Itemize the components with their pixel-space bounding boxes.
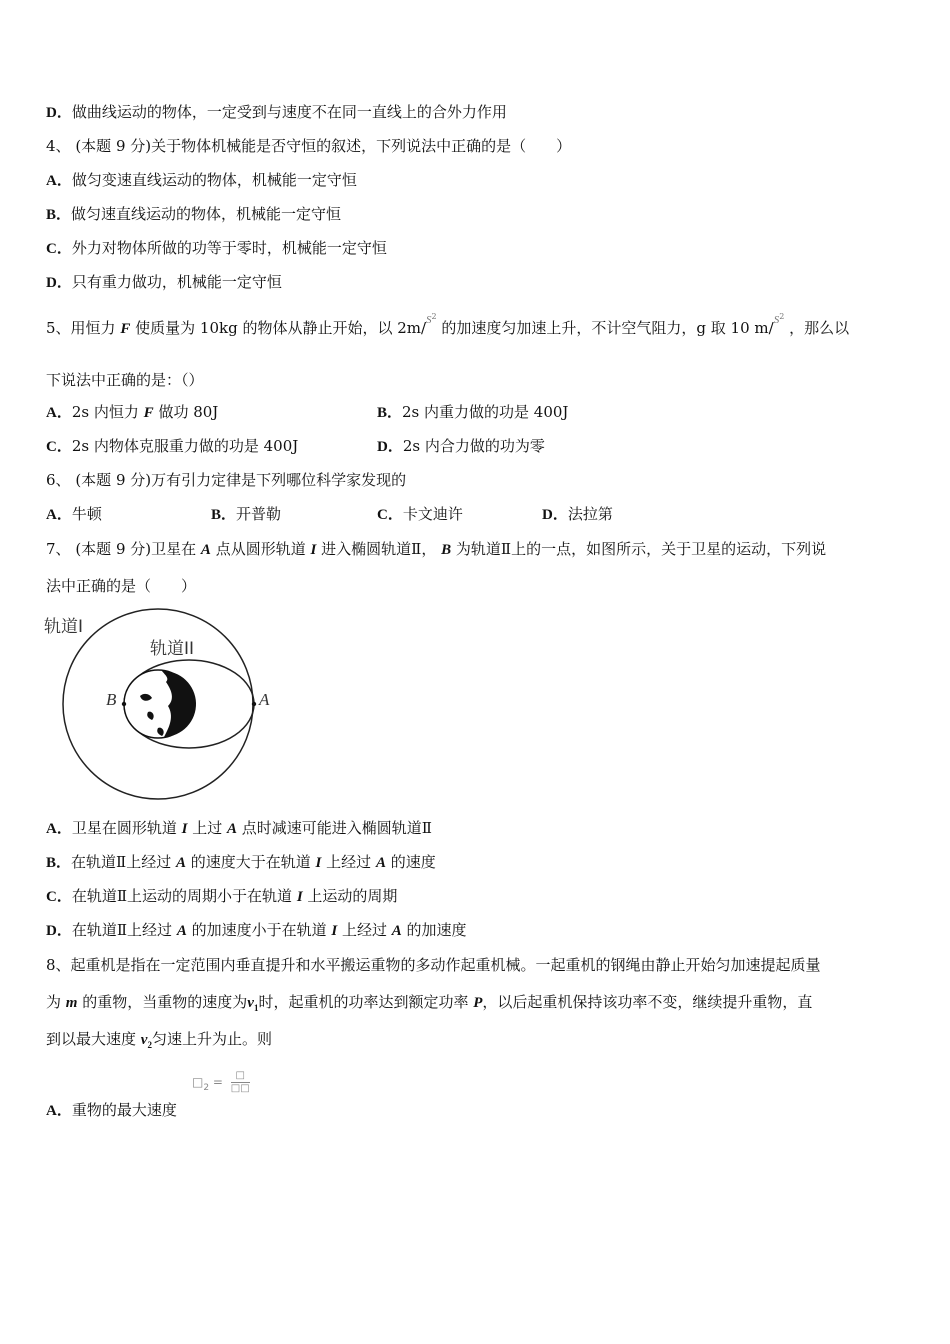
- option-label: B．: [211, 507, 237, 523]
- option-text: 重物的最大速度: [71, 1101, 177, 1119]
- q4-option-d: [46, 272, 282, 292]
- var-f: F: [143, 405, 154, 421]
- var-a: A: [375, 855, 386, 871]
- q7-option-c: [46, 886, 397, 906]
- stem-text: 法中正确的是（ ）: [46, 577, 197, 595]
- option-text: 法拉第: [567, 505, 613, 523]
- var-i: I: [181, 821, 188, 837]
- q4-option-c: [46, 238, 387, 258]
- option-text: 点时减速可能进入椭圆轨道Ⅱ: [237, 819, 432, 837]
- stem-text: 时，起重机的功率达到额定功率: [258, 993, 469, 1011]
- option-label: D．: [377, 439, 403, 455]
- option-text: 做匀变速直线运动的物体，机械能一定守恒: [71, 171, 357, 189]
- q6-option-b: [211, 504, 281, 525]
- option-text: 的速度: [385, 853, 436, 871]
- max-speed-formula: [192, 1070, 250, 1095]
- stem-text: ，以后起重机保持该功率不变，继续提升重物，直: [482, 993, 813, 1011]
- option-label: B．: [377, 405, 403, 421]
- option-label: D．: [46, 275, 72, 291]
- formula-fraction: [231, 1070, 250, 1095]
- stem-text: 的重物，当重物的速度为: [82, 993, 248, 1011]
- q5-stem: [46, 312, 850, 338]
- option-text: 上经过: [321, 853, 376, 871]
- option-text: 2s 内恒力: [71, 403, 139, 421]
- option-text: 上经过: [337, 921, 392, 939]
- formula-lhs: □: [192, 1075, 204, 1089]
- subscript: 2: [147, 1040, 152, 1050]
- option-text: 卡文迪许: [402, 505, 463, 523]
- q3-option-d: [46, 102, 507, 122]
- var-a: A: [200, 542, 211, 558]
- q5-options-row1: [46, 402, 906, 422]
- question-number: 6、: [46, 471, 71, 489]
- option-text: 的加速度小于在轨道: [186, 921, 332, 939]
- question-number: 4、: [46, 137, 71, 155]
- var-v2: [141, 1032, 152, 1048]
- point-b-label: B: [106, 690, 117, 709]
- fraction-numerator: □: [231, 1070, 250, 1083]
- option-label: A．: [46, 821, 72, 837]
- stem-text: 起重机是指在一定范围内垂直提升和水平搬运重物的多动作起重机械。一起重机的钢绳由静止开始匀加速提起质量: [70, 956, 821, 974]
- q6-option-c: [377, 504, 463, 525]
- q5-option-a: [46, 402, 218, 423]
- option-text: 开普勒: [236, 505, 282, 523]
- question-stem: (本题 9 分)万有引力定律是下列哪位科学家发现的: [75, 471, 407, 489]
- q7-option-b: [46, 852, 436, 872]
- stem-text: 为: [46, 993, 62, 1011]
- var-a: A: [175, 855, 186, 871]
- var-v: v: [140, 1032, 148, 1048]
- var-v: v: [247, 995, 254, 1011]
- option-label: D．: [542, 507, 568, 523]
- stem-text: 匀速上升为止。则: [151, 1030, 272, 1048]
- var-m: m: [65, 995, 78, 1011]
- option-label: D．: [46, 923, 72, 939]
- q6-option-d: [542, 504, 613, 525]
- option-label: A．: [46, 507, 72, 523]
- var-f: F: [120, 321, 131, 337]
- var-i: I: [310, 542, 317, 558]
- q5-option-d: [377, 436, 545, 457]
- q8-stem-line1: [46, 955, 821, 975]
- fraction-denominator: □□: [230, 1083, 250, 1094]
- unit-s: S: [773, 314, 780, 326]
- stem-text: (本题 9 分)卫星在: [75, 540, 197, 558]
- question-number: 7、: [46, 540, 71, 558]
- q7-stem: [46, 539, 826, 559]
- option-text: 2s 内合力做的功为零: [402, 437, 545, 455]
- var-v1: [247, 995, 258, 1011]
- q8-stem-line3: [46, 1029, 272, 1049]
- var-i: I: [331, 923, 338, 939]
- unit-exp: 2: [779, 312, 785, 321]
- option-text: 在轨道Ⅱ上经过: [71, 853, 176, 871]
- option-text: 的加速度: [401, 921, 467, 939]
- option-label: A．: [46, 405, 72, 421]
- q4-option-b: [46, 204, 341, 224]
- option-text: 只有重力做功，机械能一定守恒: [71, 273, 282, 291]
- option-text: 上运动的周期: [302, 887, 398, 905]
- q6-option-a: [46, 504, 102, 525]
- option-label: C．: [46, 439, 72, 455]
- option-text: 上过: [187, 819, 228, 837]
- earth-icon: [124, 670, 196, 738]
- option-label: C．: [46, 241, 72, 257]
- option-text: 的速度大于在轨道: [186, 853, 316, 871]
- var-a: A: [391, 923, 402, 939]
- option-text: 在轨道Ⅱ上运动的周期小于在轨道: [71, 887, 297, 905]
- stem-text: 的加速度匀加速上升，不计空气阻力，g 取 10 m/: [441, 319, 774, 337]
- option-label: A．: [46, 1103, 72, 1119]
- q5-stem-line2: [46, 370, 204, 390]
- question-number: 8、: [46, 956, 71, 974]
- stem-text: 到以最大速度: [46, 1030, 137, 1048]
- stem-text: 为轨道Ⅱ上的一点，如图所示，关于卫星的运动，下列说: [455, 540, 827, 558]
- q4-option-a: [46, 170, 357, 190]
- option-label: C．: [46, 889, 72, 905]
- stem-text: 用恒力: [70, 319, 116, 337]
- stem-text: 下说法中正确的是：（）: [46, 371, 204, 389]
- q8-option-a: [46, 1100, 177, 1120]
- var-p: P: [473, 995, 483, 1011]
- option-text: 2s 内重力做的功是 400J: [402, 403, 569, 421]
- question-number: 5、: [46, 319, 71, 337]
- unit-exp: 2: [431, 312, 437, 321]
- var-i: I: [315, 855, 322, 871]
- stem-text: 使质量为 10kg 的物体从静止开始，以 2m/: [135, 319, 427, 337]
- option-text: 2s 内物体克服重力做的功是 400J: [71, 437, 299, 455]
- q7-option-d: [46, 920, 467, 940]
- q5-option-c: [46, 436, 298, 457]
- q6-stem: [46, 470, 406, 490]
- subscript: 2: [203, 1083, 210, 1093]
- stem-text: 进入椭圆轨道Ⅱ，: [321, 540, 437, 558]
- q5-options-row2: [46, 436, 906, 456]
- option-label: D．: [46, 105, 72, 121]
- formula-equals: =: [212, 1075, 223, 1089]
- question-stem: (本题 9 分)关于物体机械能是否守恒的叙述，下列说法中正确的是（ ）: [75, 137, 572, 155]
- unit-s: S: [426, 314, 432, 326]
- orbit-diagram: [44, 608, 276, 802]
- point-a-label: A: [259, 690, 270, 709]
- option-text: 卫星在圆形轨道: [71, 819, 182, 837]
- option-label: C．: [377, 507, 403, 523]
- orbit1-label: 轨道I: [44, 617, 84, 637]
- q6-options: [46, 504, 906, 524]
- option-text: 做功 80J: [158, 403, 219, 421]
- var-a: A: [227, 821, 238, 837]
- option-label: A．: [46, 173, 72, 189]
- option-text: 外力对物体所做的功等于零时，机械能一定守恒: [71, 239, 387, 257]
- q4-stem: [46, 136, 571, 156]
- q7-stem-line2: [46, 576, 196, 596]
- option-text: 做匀速直线运动的物体，机械能一定守恒: [71, 205, 342, 223]
- var-i: I: [296, 889, 303, 905]
- var-a: A: [176, 923, 187, 939]
- option-label: B．: [46, 855, 72, 871]
- q8-stem-line2: [46, 992, 812, 1012]
- orbit2-label: 轨道II: [150, 639, 195, 659]
- q5-option-b: [377, 402, 568, 423]
- q7-option-a: [46, 818, 432, 838]
- stem-text: 点从圆形轨道: [215, 540, 306, 558]
- option-label: B．: [46, 207, 72, 223]
- subscript: 1: [253, 1003, 259, 1013]
- option-text: 在轨道Ⅱ上经过: [71, 921, 177, 939]
- var-b: B: [441, 542, 452, 558]
- stem-text: ，那么以: [789, 319, 850, 337]
- option-text: 牛顿: [71, 505, 102, 523]
- option-text: 做曲线运动的物体，一定受到与速度不在同一直线上的合外力作用: [71, 103, 507, 121]
